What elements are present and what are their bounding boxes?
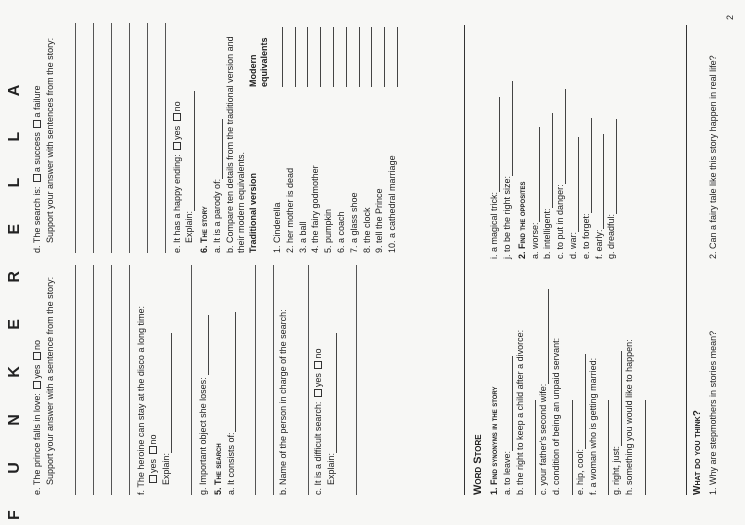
answer-field[interactable] [612,351,622,446]
failure-label: a failure [32,85,42,118]
yes-label: yes [313,373,324,388]
detail-row [362,23,373,253]
word-item [575,275,586,495]
word-item [588,275,610,495]
item-prompt: early: [593,229,604,252]
detail-row [310,23,321,253]
checkbox-yes[interactable] [173,142,181,150]
item-letter: d. [551,487,562,495]
word-item [551,275,573,495]
answer-line[interactable] [339,265,357,495]
answer-field[interactable] [594,134,604,229]
modern-header: Modern equivalents [248,37,270,87]
item-letter: b. [542,251,553,259]
answer-field[interactable] [539,289,549,384]
modern-equivalent-field[interactable] [311,27,321,87]
item-letter: d. [567,251,578,259]
yes-label: yes [171,125,182,140]
answer-field[interactable] [569,137,579,232]
answer-line[interactable] [94,265,112,495]
detail-text: the fairy godmother [310,165,321,243]
word-item [568,39,579,259]
item-prompt: intelligent: [542,208,553,249]
section-number: 6. [199,245,210,253]
item-g-text: Important object she loses: [197,377,208,485]
answer-line[interactable] [58,23,76,253]
checkbox-yes[interactable] [149,475,157,483]
item-prompt: something you would like to happen: [623,339,634,485]
question-number: 1. [708,487,718,495]
detail-number: 10. [387,240,398,253]
wdyt-heading: What do you think? [692,410,703,495]
answer-line[interactable] [174,265,192,495]
item-prompt: to put in danger: [555,184,566,250]
item-c-text: It is a difficult search: [313,401,324,486]
item-prompt: dreadful: [606,213,617,249]
item-prompt: condition of being an unpaid servant: [551,337,562,485]
modern-equivalent-field[interactable] [286,27,296,87]
modern-equivalent-field[interactable] [350,27,360,87]
item-f-label: f. [135,489,146,495]
item-letter: j. [501,254,512,259]
word-item [542,39,553,259]
item-b-label: b. [224,245,235,253]
modern-equivalent-field[interactable] [324,27,334,87]
answer-line[interactable] [94,23,112,253]
item-prompt: to forget: [580,213,591,249]
detail-number: 2. [284,245,295,253]
section-heading: The story [199,206,210,243]
checkbox-no[interactable] [173,113,181,121]
answer-line[interactable] [112,265,130,495]
support-instruction: Support your answer with sentences from the story: [44,37,55,243]
detail-number: 1. [271,245,282,253]
word-item [611,275,622,495]
answer-field[interactable] [503,81,513,176]
item-prompt: to leave: [501,450,512,485]
support-instruction: Support your answer with a sentence from the story: [44,276,55,485]
modern-equivalent-field[interactable] [375,27,385,87]
success-label: a success [32,132,42,173]
details-list [272,23,398,253]
answer-line[interactable] [291,265,309,495]
answer-line[interactable] [148,23,166,253]
item-b-text: Name of the person in charge of the search: [278,309,289,485]
no-label: no [148,434,159,445]
answer-field[interactable] [530,127,540,222]
item-prompt: your father's second wife: [538,383,549,486]
item-prompt: the right to keep a child after a divorce: [514,329,525,485]
word-item [530,39,541,259]
yes-label: yes [148,458,159,473]
item-a-label: a. [225,487,236,495]
detail-number: 9. [374,245,385,253]
detail-number: 7. [348,245,359,253]
detail-row [298,23,309,253]
subsection-heading: Find the opposites [516,181,527,249]
section-divider [686,25,687,495]
detail-row [336,23,347,253]
answer-field[interactable] [199,315,209,375]
page-number: 2 [725,14,735,20]
item-letter: i. [489,254,500,259]
section-number: 5. [212,487,223,495]
checkbox-success[interactable] [33,174,41,182]
section-heading: The search [212,443,223,485]
detail-number: 8. [361,245,372,253]
word-store [470,35,648,495]
synonyms-list [502,275,646,495]
explain-label: Explain: [184,210,195,243]
modern-equivalent-field[interactable] [362,27,372,87]
worksheet-title: F U N K E R E L L A [6,68,23,520]
no-label: no [171,101,182,112]
item-a-text: It is a parody of: [211,178,222,243]
section-divider [464,25,465,495]
wordstore-heading: Word Store [472,434,484,495]
no-label: no [313,348,324,359]
answer-field[interactable] [556,89,566,184]
word-item [489,39,500,259]
opposites-list [530,39,618,259]
answer-field[interactable] [563,400,573,495]
detail-text: a cathedral marriage [387,155,398,238]
detail-text: a ball [297,221,308,243]
detail-number: 6. [335,245,346,253]
detail-text: a coach [335,211,346,243]
item-letter: c. [555,251,566,259]
item-e-text: It has a happy ending: [171,154,182,243]
detail-row [272,23,283,253]
answer-line[interactable] [58,265,76,495]
subsection-number: 1. [489,487,500,495]
item-letter: e. [574,487,585,495]
word-item [502,275,513,495]
checkbox-no[interactable] [149,446,157,454]
word-item [555,39,566,259]
word-item [538,275,549,495]
detail-number: 4. [310,245,321,253]
item-c-label: c. [313,487,324,495]
answer-field[interactable] [526,400,536,495]
item-d-label: d. [32,245,42,253]
checkbox-yes[interactable] [33,381,41,389]
item-a-label: a. [211,245,222,253]
detail-number: 3. [297,245,308,253]
explain-label: Explain: [325,452,336,485]
answer-field[interactable] [576,354,586,449]
word-item [594,39,605,259]
yes-label: yes [32,364,42,379]
item-letter: b. [514,487,525,495]
right-column [30,23,400,253]
item-prompt: worse: [529,222,540,249]
answer-line[interactable] [130,23,148,253]
detail-row [387,23,398,253]
word-item [624,275,646,495]
word-item [515,275,537,495]
item-letter: e. [580,251,591,259]
item-prompt: a woman who is getting married: [587,357,598,488]
detail-text: tell the Prince [374,188,385,243]
item-f-text: The heroine can stay at the disco a long time: [135,306,146,488]
checkbox-yes[interactable] [314,389,322,397]
item-prompt: to be the right size: [501,175,512,252]
item-letter: h. [623,487,634,495]
answer-field[interactable] [636,400,646,495]
explain-label: Explain: [161,452,172,485]
detail-text: her mother is dead [284,167,295,243]
item-letter: g. [606,251,617,259]
item-letter: c. [538,487,549,495]
answer-line[interactable] [256,265,274,495]
answer-field[interactable] [226,312,236,432]
item-e-label: e. [32,487,42,495]
modern-equivalent-field[interactable] [337,27,347,87]
detail-row [323,23,334,253]
answer-field[interactable] [490,97,500,192]
item-d-text: The search is: [32,186,42,244]
item-prompt: hip, cool: [574,448,585,485]
what-do-you-think [690,25,721,495]
checkbox-no[interactable] [33,352,41,360]
detail-row [374,23,385,253]
synonyms-list-continued [489,39,513,259]
explain-field[interactable] [185,91,195,211]
item-letter: f. [593,253,604,259]
item-a-text: It consists of: [225,432,236,485]
answer-line[interactable] [238,265,256,495]
checkbox-failure[interactable] [33,120,41,128]
explain-field[interactable] [327,333,337,453]
explain-field[interactable] [162,333,172,453]
answer-line[interactable] [76,265,94,495]
checkbox-no[interactable] [314,361,322,369]
question-text: Can a fairy tale like this story happen in real life? [708,55,718,249]
detail-row [349,23,360,253]
item-g-label: g. [197,487,208,495]
item-prompt: a magical trick: [489,191,500,252]
detail-number: 5. [323,245,334,253]
question-number: 2. [708,251,718,259]
item-e-text: The prince falls in love: [32,393,42,486]
word-item [502,39,513,259]
left-column [30,265,357,495]
answer-field[interactable] [503,356,513,451]
detail-text: Cinderella [271,202,282,243]
answer-field[interactable] [607,119,617,214]
item-b-text: Compare ten details from the traditional version and their modern equivalents. [224,36,246,253]
answer-field[interactable] [213,119,223,179]
modern-equivalent-field[interactable] [388,27,398,87]
item-letter: a. [529,251,540,259]
subsection-number: 2. [516,251,527,259]
traditional-header: Traditional version [248,172,259,253]
answer-line[interactable] [112,23,130,253]
detail-text: the clock [361,207,372,243]
detail-row [285,23,296,253]
subsection-heading: Find synonyms in the story [489,386,500,485]
modern-equivalent-field[interactable] [298,27,308,87]
item-b-label: b. [278,487,289,495]
item-prompt: right, just: [611,445,622,485]
item-e-label: e. [171,245,182,253]
answer-field[interactable] [599,400,609,495]
item-letter: g. [611,487,622,495]
detail-text: pumpkin [323,208,334,243]
answer-line[interactable] [76,23,94,253]
modern-equivalent-field[interactable] [273,27,283,87]
detail-text: a glass shoe [348,192,359,243]
answer-field[interactable] [543,113,553,208]
item-letter: a. [501,487,512,495]
word-item [581,39,592,259]
no-label: no [32,340,42,351]
word-item [606,39,617,259]
question-text: Why are stepmothers in stories mean? [708,330,718,485]
item-letter: f. [587,489,598,495]
answer-field[interactable] [582,118,592,213]
item-prompt: war: [567,231,578,249]
